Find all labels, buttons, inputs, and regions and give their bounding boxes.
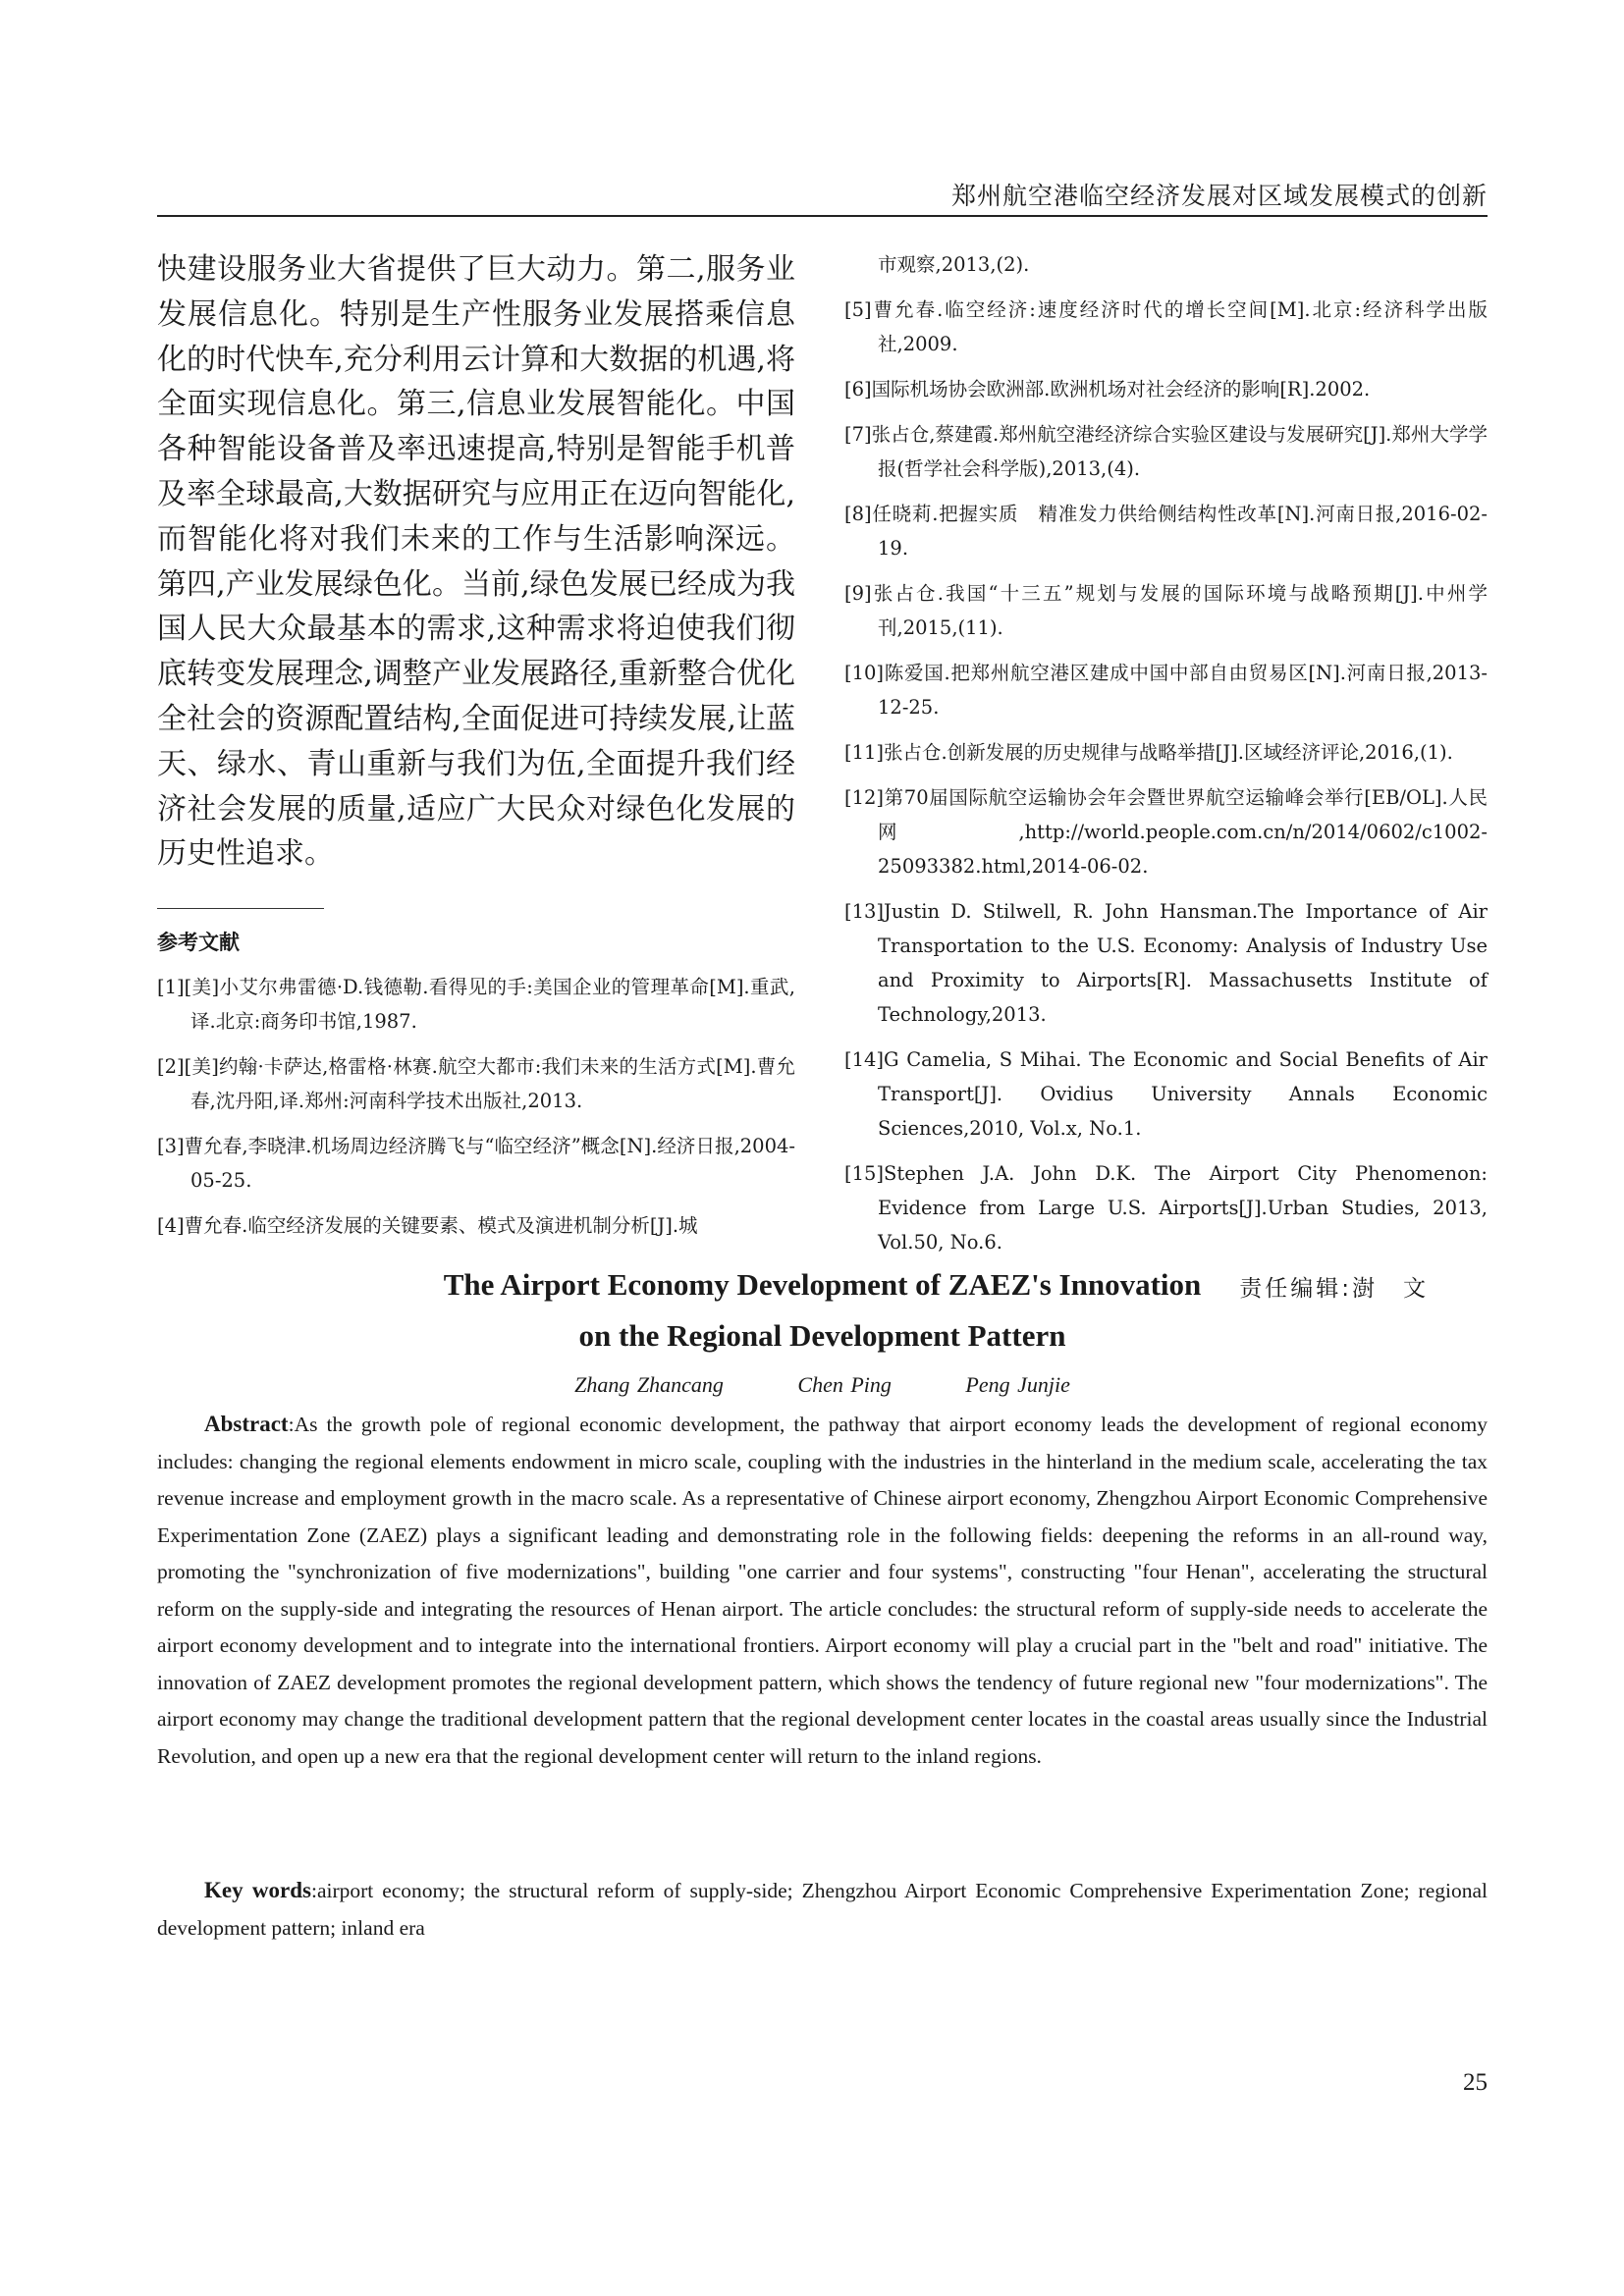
responsible-editor: 责任编辑:澍 文	[1239, 1276, 1429, 1302]
english-title-line-1: The Airport Economy Development of ZAEZ's Innovation	[443, 1267, 1202, 1302]
english-title	[157, 1259, 1488, 1362]
reference-item: [13]Justin D. Stilwell, R. John Hansman.The Importance of Air Transportation to the U.S. Economy: Analysis of Industry Use and Proximity to Airports[R]. Massachusetts Institute of Technology,2013.	[844, 900, 1488, 1026]
english-title-line-2: on the Regional Development Pattern	[578, 1318, 1066, 1353]
author-list	[157, 1372, 1488, 1398]
reference-item: [1][美]小艾尔弗雷德·D.钱德勒.看得见的手:美国企业的管理革命[M].重武,译.北京:商务印书馆,1987.	[157, 976, 795, 1034]
abstract	[157, 1406, 1488, 1775]
left-column	[157, 247, 795, 1254]
reference-item: [6]国际机场协会欧洲部.欧洲机场对社会经济的影响[R].2002.	[844, 378, 1371, 400]
abstract-text: :As the growth pole of regional economic development, the pathway that airport economy leads the development of regional economy includes: changing the regional elements endowment in micro scale, coupling with the industries in the hinterland in the medium scale, accelerating the tax revenue increase and employment growth in the macro scale. As a representative of Chinese airport economy, Zhengzhou Airport Economic Comprehensive Experimentation Zone (ZAEZ) plays a significant leading and demonstrating role in the following fields: deepening the reforms in an all-round way, promoting the "synchronization of five modernizations", building "one carrier and four systems", constructing "four Henan", accelerating the structural reform on the supply-side and integrating the resources of Henan airport. The article concludes: the structural reform of supply-side needs to accelerate the airport economy development and to integrate into the international frontiers. Airport economy will play a crucial part in the "belt and road" initiative. The innovation of ZAEZ development promotes the regional development pattern, which shows the tendency of future regional new "four modernizations". The airport economy may change the traditional development pattern that the regional development center locates in the coastal areas usually since the Industrial Revolution, and open up a new era that the regional development center will return to the inland regions.	[157, 1413, 1488, 1768]
reference-item: [8]任晓莉.把握实质 精准发力供给侧结构性改革[N].河南日报,2016-02-19.	[844, 503, 1488, 560]
header-rule	[157, 215, 1488, 217]
author-name: Chen Ping	[797, 1372, 892, 1397]
right-column	[844, 247, 1488, 1303]
references-heading: 参考文献	[157, 931, 240, 955]
reference-item: [3]曹允春,李晓津.机场周边经济腾飞与“临空经济”概念[N].经济日报,2004-05-25.	[157, 1135, 795, 1193]
reference-item: [15]Stephen J.A. John D.K. The Airport City Phenomenon: Evidence from Large U.S. Airports[J].Urban Studies, 2013, Vol.50, No.6.	[844, 1162, 1488, 1254]
references-divider	[157, 908, 324, 909]
reference-item: [14]G Camelia, S Mihai. The Economic and Social Benefits of Air Transport[J]. Ovidius University Annals Economic Sciences,2010, Vol.x, No.1.	[844, 1048, 1488, 1140]
author-name: Peng Junjie	[965, 1372, 1070, 1397]
reference-item: [12]第70届国际航空运输协会年会暨世界航空运输峰会举行[EB/OL].人民网,http://world.people.com.cn/n/2014/0602/c1002-25093382.html,2014-06-02.	[844, 786, 1488, 878]
reference-item: [10]陈爱国.把郑州航空港区建成中国中部自由贸易区[N].河南日报,2013-12-25.	[844, 662, 1488, 719]
reference-item: [4]曹允春.临空经济发展的关键要素、模式及演进机制分析[J].城	[157, 1214, 698, 1238]
abstract-label: Abstract	[204, 1412, 289, 1436]
body-paragraph: 快建设服务业大省提供了巨大动力。第二,服务业发展信息化。特别是生产性服务业发展搭乘信息化的时代快车,充分利用云计算和大数据的机遇,将全面实现信息化。第三,信息业发展智能化。中国各种智能设备普及率迅速提高,特别是智能手机普及率全球最高,大数据研究与应用正在迈向智能化,而智能化将对我们未来的工作与生活影响深远。第四,产业发展绿色化。当前,绿色发展已经成为我国人民大众最基本的需求,这种需求将迫使我们彻底转变发展理念,调整产业发展路径,重新整合优化全社会的资源配置结构,全面促进可持续发展,让蓝天、绿水、青山重新与我们为伍,全面提升我们经济社会发展的质量,适应广大民众对绿色化发展的历史性追求。	[157, 252, 795, 872]
page-number: 25	[1463, 2069, 1488, 2096]
author-name: Zhang Zhancang	[574, 1372, 724, 1397]
keywords-label: Key words	[204, 1878, 311, 1902]
reference-item: [11]张占仓.创新发展的历史规律与战略举措[J].区域经济评论,2016,(1).	[844, 741, 1453, 764]
reference-item: [9]张占仓.我国“十三五”规划与发展的国际环境与战略预期[J].中州学刊,2015,(11).	[844, 582, 1488, 639]
reference-item-continued: 市观察,2013,(2).	[878, 253, 1030, 276]
reference-item: [5]曹允春.临空经济:速度经济时代的增长空间[M].北京:经济科学出版社,2009.	[844, 298, 1488, 355]
keywords	[157, 1872, 1488, 1947]
reference-item: [7]张占仓,蔡建霞.郑州航空港经济综合实验区建设与发展研究[J].郑州大学学报(哲学社会科学版),2013,(4).	[844, 423, 1488, 480]
running-title: 郑州航空港临空经济发展对区域发展模式的创新	[950, 182, 1488, 210]
reference-item: [2][美]约翰·卡萨达,格雷格·林赛.航空大都市:我们未来的生活方式[M].曹允春,沈丹阳,译.郑州:河南科学技术出版社,2013.	[157, 1055, 795, 1113]
keywords-text: :airport economy; the structural reform of supply-side; Zhengzhou Airport Economic Comprehensive Experimentation Zone; regional development pattern; inland era	[157, 1879, 1488, 1940]
